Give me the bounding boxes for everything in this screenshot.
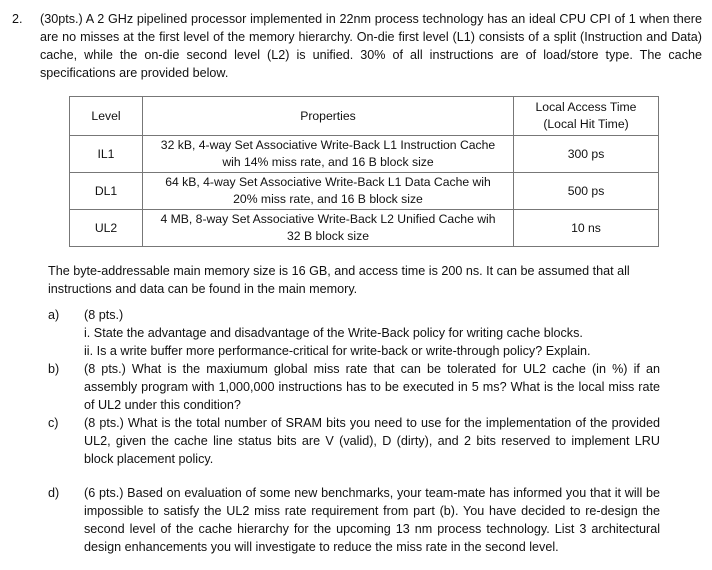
cell-properties (143, 136, 514, 173)
question-number: 2. (12, 12, 23, 26)
part-d-label: d) (48, 486, 60, 500)
cell-level: UL2 (70, 210, 143, 247)
cell-access-time: 300 ps (514, 136, 659, 173)
cell-properties (143, 173, 514, 210)
header-access-time-line2: (Local Hit Time) (543, 117, 629, 131)
part-a (48, 306, 660, 360)
part-a-text (84, 306, 660, 360)
part-c-label: c) (48, 416, 59, 430)
part-c-text: (8 pts.) What is the total number of SRAM bits you need to use for the implementation of the provided UL2, given the cache line status bits are V (valid), D (dirty), and 2 bits reserved to implement LRU block placement policy. (84, 416, 660, 466)
table-header-row (70, 97, 659, 136)
cell-properties-line2: 20% miss rate, and 16 B block size (233, 192, 423, 206)
part-b-label: b) (48, 362, 60, 376)
header-properties: Properties (143, 97, 514, 136)
part-a-points: (8 pts.) (84, 308, 124, 322)
part-a-label: a) (48, 308, 60, 322)
cache-spec-table (69, 96, 659, 247)
part-b (48, 360, 660, 414)
cell-properties-line1: 32 kB, 4-way Set Associative Write-Back L1 Instruction Cache (160, 138, 496, 152)
question-intro: (30pts.) A 2 GHz pipelined processor implemented in 22nm process technology has an ideal CPU CPI of 1 when there are no misses at the first level of the memory hierarchy. On-die first level (L1) consists of a split (Instruction and Data) cache, while the on-die second level (L2) is unified. 30% of all instructions are of load/store type. The cache specifications are provided below. (40, 12, 702, 80)
header-level: Level (70, 97, 143, 136)
part-c (48, 414, 660, 468)
part-a-item-ii: ii. Is a write buffer more performance-critical for write-back or write-through policy? Explain. (84, 344, 591, 358)
cell-properties (143, 210, 514, 247)
cell-properties-line1: 64 kB, 4-way Set Associative Write-Back L1 Data Cache wih (165, 175, 491, 189)
cell-level: IL1 (70, 136, 143, 173)
cell-level: DL1 (70, 173, 143, 210)
table-row (70, 173, 659, 210)
part-b-text: (8 pts.) What is the maxiumum global miss rate that can be tolerated for UL2 cache (in %) if an assembly program with 1,000,000 instructions has to be executed in 5 ms? What is the local miss rate of UL2 under this condition? (84, 362, 660, 412)
header-access-time-line1: Local Access Time (535, 100, 637, 114)
memory-paragraph: The byte-addressable main memory size is 16 GB, and access time is 200 ns. It can be assumed that all instructions and data can be found in the main memory. (48, 264, 630, 296)
cell-properties-line2: wih 14% miss rate, and 16 B block size (222, 155, 434, 169)
part-a-item-i: i. State the advantage and disadvantage of the Write-Back policy for writing cache blocks. (84, 326, 583, 340)
cell-access-time: 10 ns (514, 210, 659, 247)
table-row (70, 136, 659, 173)
header-access-time (514, 97, 659, 136)
part-d (48, 484, 660, 556)
cell-properties-line1: 4 MB, 8-way Set Associative Write-Back L2 Unified Cache wih (160, 212, 496, 226)
cell-properties-line2: 32 B block size (287, 229, 369, 243)
table-row (70, 210, 659, 247)
part-d-text: (6 pts.) Based on evaluation of some new benchmarks, your team-mate has informed you that it will be impossible to satisfy the UL2 miss rate requirement from part (b). You have decided to re-design the second level of the cache hierarchy for the upcoming 13 nm process technology. List 3 architectural design enhancements you will investigate to reduce the miss rate in the second level. (84, 486, 660, 554)
cell-access-time: 500 ps (514, 173, 659, 210)
